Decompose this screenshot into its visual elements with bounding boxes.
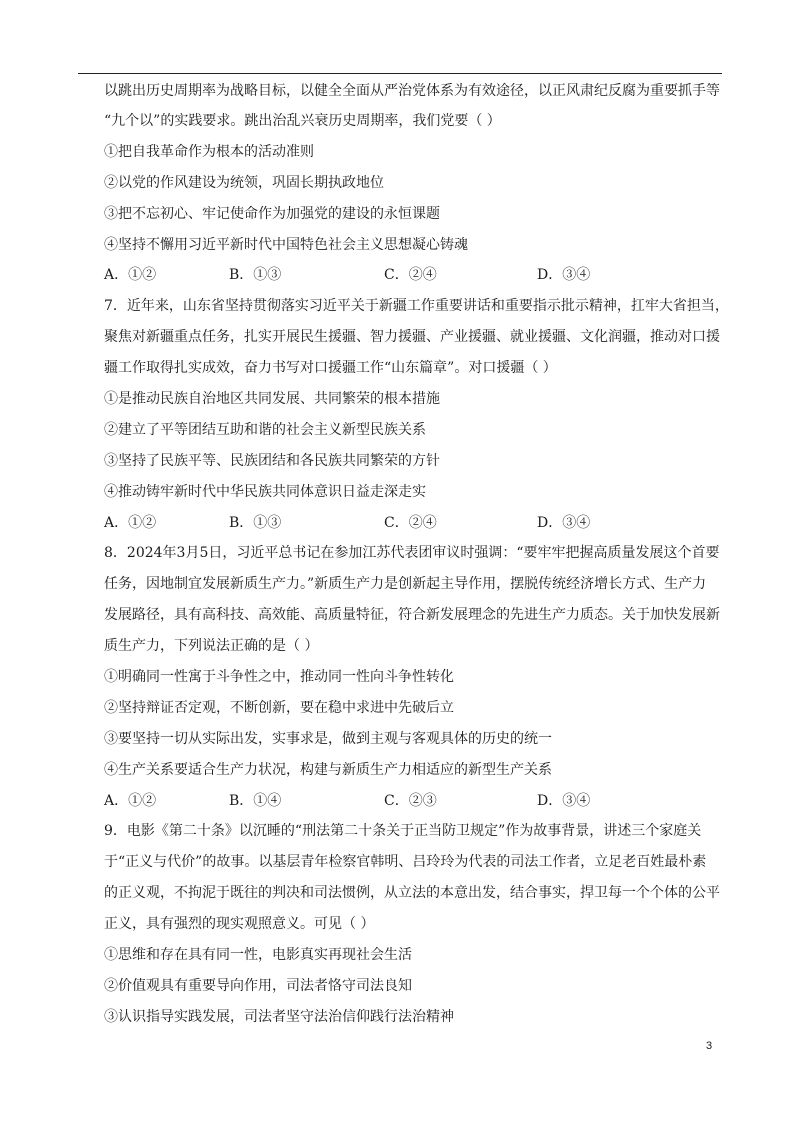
q8-stem-line: 质生产力，下列说法正确的是（ ） — [104, 638, 319, 655]
q6-option-d: D．③④ — [537, 267, 591, 284]
q7-option-d: D．③④ — [537, 514, 591, 531]
q8-statement-1: ①明确同一性寓于斗争性之中，推动同一性向斗争性转化 — [104, 669, 454, 686]
q7-option-b: B．①③ — [229, 514, 282, 531]
q7-options — [104, 508, 724, 539]
header-rule — [78, 73, 722, 74]
q7-stem-line: 聚焦对新疆重点任务，扎实开展民生援疆、智力援疆、产业援疆、就业援疆、文化润疆，推动对口援 — [104, 329, 720, 346]
q7-statement-1: ①是推动民族自治地区共同发展、共同繁荣的根本措施 — [104, 391, 440, 408]
q7-stem-line: 7．近年来，山东省坚持贯彻落实习近平关于新疆工作重要讲话和重要指示批示精神，扛牢大省担当， — [104, 298, 729, 315]
q8-option-d: D．③④ — [537, 792, 591, 809]
q9-statement-1: ①思维和存在具有同一性，电影真实再现社会生活 — [104, 947, 412, 964]
q9-statement-2: ②价值观具有重要导向作用，司法者恪守司法良知 — [104, 977, 412, 994]
q7-option-a: A．①② — [104, 514, 157, 531]
q6-option-c: C．②④ — [384, 267, 437, 284]
q6-stem-line: “九个以”的实践要求。跳出治乱兴衰历史周期率，我们党要（ ） — [104, 113, 501, 129]
q6-option-a: A．①② — [104, 267, 157, 284]
q8-options — [104, 786, 724, 817]
q8-option-a: A．①② — [104, 792, 157, 809]
q8-stem-line: 发展路径，具有高科技、高效能、高质量特征，符合新发展理念的先进生产力质态。关于加快发展新 — [104, 607, 720, 624]
q9-stem-line: 正义，具有强烈的现实观照意义。可见（ ） — [104, 916, 375, 933]
q6-statement-4: ④坚持不懈用习近平新时代中国特色社会主义思想凝心铸魂 — [104, 236, 468, 253]
q9-stem-line: 9．电影《第二十条》以沉睡的“刑法第二十条关于正当防卫规定”作为故事背景，讲述三个家庭关 — [104, 823, 702, 840]
q7-statement-4: ④推动铸牢新时代中华民族共同体意识日益走深走实 — [104, 483, 426, 500]
exam-page-content — [104, 76, 729, 1033]
q8-option-b: B．①④ — [229, 792, 282, 809]
q8-statement-3: ③要坚持一切从实际出发，实事求是，做到主观与客观具体的历史的统一 — [104, 730, 552, 747]
q6-options — [104, 260, 724, 291]
q6-stem-line: 以跳出历史周期率为战略目标，以健全全面从严治党体系为有效途径，以正风肃纪反腐为重要抓手等 — [104, 83, 720, 99]
q8-option-c: C．②③ — [384, 792, 437, 809]
q6-option-b: B．①③ — [229, 267, 282, 284]
q7-option-c: C．②④ — [384, 514, 437, 531]
page-number: 3 — [706, 1040, 713, 1052]
q9-statement-3: ③认识指导实践发展，司法者坚守法治信仰践行法治精神 — [104, 1008, 454, 1025]
q8-stem-line: 8．2024年3月5日，习近平总书记在参加江苏代表团审议时强调：“要牢牢把握高质量发展这个首要 — [104, 545, 720, 562]
q8-statement-2: ②坚持辩证否定观，不断创新，要在稳中求进中先破后立 — [104, 699, 454, 716]
q8-statement-4: ④生产关系要适合生产力状况，构建与新质生产力相适应的新型生产关系 — [104, 761, 552, 778]
q7-statement-2: ②建立了平等团结互助和谐的社会主义新型民族关系 — [104, 421, 426, 438]
q9-stem-line: 于“正义与代价”的故事。以基层青年检察官韩明、吕玲玲为代表的司法工作者，立足老百姓最朴素 — [104, 854, 707, 871]
q6-statement-3: ③把不忘初心、牢记使命作为加强党的建设的永恒课题 — [104, 205, 440, 222]
q9-stem-line: 的正义观，不拘泥于既往的判决和司法惯例，从立法的本意出发，结合事实，捍卫每一个个体的公平 — [104, 885, 720, 902]
q7-stem-line: 疆工作取得扎实成效，奋力书写对口援疆工作“山东篇章”。对口援疆（ ） — [104, 360, 557, 377]
q7-statement-3: ③坚持了民族平等、民族团结和各民族共同繁荣的方针 — [104, 452, 440, 469]
q6-statement-2: ②以党的作风建设为统领，巩固长期执政地位 — [104, 174, 384, 191]
q8-stem-line: 任务，因地制宜发展新质生产力。”新质生产力是创新起主导作用，摆脱传统经济增长方式、生产力 — [104, 576, 707, 593]
q6-statement-1: ①把自我革命作为根本的活动准则 — [104, 143, 314, 160]
